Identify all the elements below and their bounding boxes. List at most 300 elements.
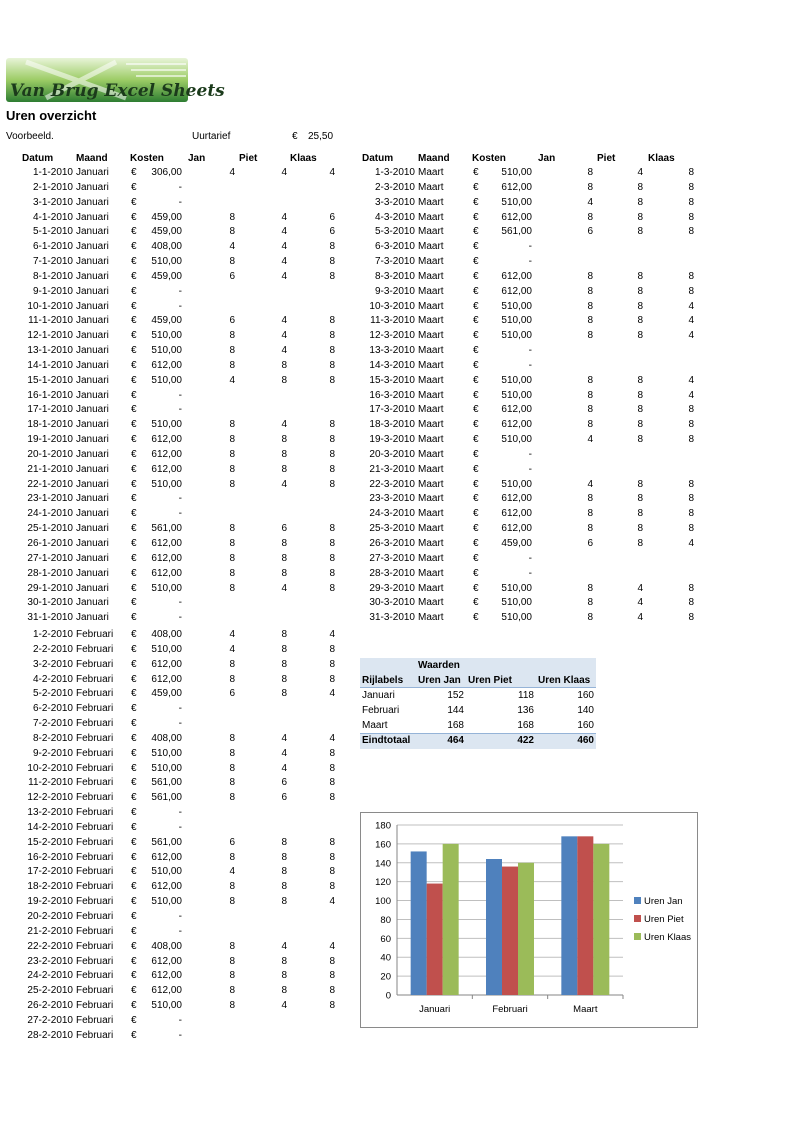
cell-currency: € (473, 256, 479, 268)
cell-cost: 510,00 (151, 374, 182, 386)
cell-klaas: 8 (329, 985, 335, 997)
cell-cost: - (178, 597, 182, 609)
cell-jan: 8 (229, 673, 235, 685)
cell-piet: 8 (281, 658, 287, 670)
cell-month: Februari (76, 911, 114, 922)
cell-jan: 8 (229, 747, 235, 759)
cell-cost: 612,00 (151, 552, 182, 564)
cell-jan: 6 (587, 538, 593, 549)
cell-date: 8-3-2010 (374, 270, 415, 282)
cell-piet: 8 (281, 896, 287, 908)
cell-currency: € (131, 1000, 137, 1012)
cell-cost: 510,00 (151, 643, 182, 655)
cell-cost: - (178, 612, 182, 624)
cell-piet: 8 (281, 374, 287, 386)
cell-currency: € (131, 821, 137, 833)
cell-month: Januari (76, 211, 109, 223)
cell-month: Januari (76, 256, 109, 268)
cell-cost: - (178, 925, 182, 937)
cell-klaas: 8 (329, 434, 335, 446)
cell-klaas: 8 (329, 538, 335, 549)
cell-klaas: 8 (329, 315, 335, 327)
cell-jan: 4 (587, 478, 593, 490)
cell-jan: 8 (229, 732, 235, 744)
cell-piet: 4 (281, 747, 287, 759)
cell-cost: 510,00 (151, 582, 182, 594)
cell-currency: € (131, 866, 137, 878)
cell-cost: 612,00 (151, 970, 182, 982)
cell-date: 1-3-2010 (374, 167, 415, 178)
cell-jan: 8 (587, 523, 593, 535)
cell-currency: € (131, 612, 137, 624)
cell-date: 14-3-2010 (369, 359, 415, 371)
cell-jan: 4 (229, 374, 235, 386)
pivot-row-label-jan: Januari (362, 690, 395, 701)
cell-piet: 8 (281, 881, 287, 893)
cell-jan: 8 (587, 582, 593, 594)
cell-cost: 510,00 (151, 330, 182, 342)
cell-jan: 8 (229, 256, 235, 268)
cell-month: Februari (76, 821, 114, 833)
cell-month: Februari (76, 688, 114, 700)
cell-date: 27-1-2010 (27, 552, 73, 564)
cell-klaas: 8 (329, 478, 335, 490)
cell-piet: 8 (281, 851, 287, 863)
cell-jan: 8 (587, 404, 593, 416)
x-tick-label: Januari (419, 1004, 451, 1015)
cell-klaas: 8 (688, 582, 694, 594)
cell-piet: 8 (281, 434, 287, 446)
cell-month: Maart (418, 419, 444, 431)
cell-month: Januari (76, 597, 109, 609)
bar (577, 836, 593, 995)
cell-currency: € (131, 940, 137, 952)
cell-piet: 8 (637, 523, 643, 535)
cell-klaas: 4 (688, 374, 694, 386)
cell-currency: € (473, 612, 479, 624)
cell-jan: 8 (587, 300, 593, 312)
cell-piet: 8 (637, 478, 643, 490)
cell-month: Maart (418, 434, 444, 446)
cell-cost: 510,00 (501, 597, 532, 609)
cell-currency: € (131, 881, 137, 893)
chart-svg (361, 813, 697, 1027)
cell-month: Maart (418, 374, 444, 386)
cell-currency: € (473, 523, 479, 535)
cell-date: 22-2-2010 (27, 940, 73, 952)
cell-date: 21-1-2010 (27, 463, 73, 475)
cell-currency: € (131, 270, 137, 282)
col-header-piet: Piet (239, 153, 258, 164)
cell-month: Februari (76, 703, 114, 715)
cell-month: Januari (76, 330, 109, 342)
cell-cost: 510,00 (151, 747, 182, 759)
cell-jan: 8 (587, 167, 593, 178)
cell-currency: € (131, 777, 137, 789)
cell-klaas: 8 (329, 330, 335, 342)
y-tick-label: 160 (375, 839, 391, 851)
cell-month: Januari (76, 315, 109, 327)
cell-cost: - (528, 359, 532, 371)
cell-cost: - (178, 703, 182, 715)
cell-piet: 8 (637, 404, 643, 416)
cell-piet: 4 (281, 582, 287, 594)
cell-cost: 510,00 (151, 866, 182, 878)
cell-piet: 4 (281, 256, 287, 268)
cell-klaas: 4 (688, 330, 694, 342)
cell-cost: - (178, 807, 182, 819)
cell-currency: € (131, 196, 137, 208)
cell-cost: 612,00 (151, 851, 182, 863)
cell-cost: - (528, 241, 532, 253)
cell-month: Januari (76, 582, 109, 594)
cell-piet: 8 (281, 552, 287, 564)
cell-klaas: 8 (688, 419, 694, 431)
cell-klaas: 8 (688, 167, 694, 178)
pivot-cell: 168 (447, 720, 464, 731)
cell-month: Februari (76, 940, 114, 952)
cell-jan: 8 (587, 285, 593, 297)
cell-date: 10-1-2010 (27, 300, 73, 312)
cell-piet: 8 (281, 643, 287, 655)
cell-date: 7-3-2010 (374, 256, 415, 268)
y-tick-label: 60 (380, 933, 391, 945)
cell-currency: € (473, 404, 479, 416)
col-header-datum: Datum (22, 153, 54, 164)
cell-date: 21-3-2010 (369, 463, 415, 475)
bar (502, 867, 518, 995)
cell-currency: € (131, 597, 137, 609)
cell-piet: 8 (637, 538, 643, 549)
cell-date: 23-1-2010 (27, 493, 73, 505)
cell-piet: 8 (281, 448, 287, 460)
cell-piet: 4 (637, 582, 643, 594)
cell-jan: 8 (587, 597, 593, 609)
cell-cost: 510,00 (501, 330, 532, 342)
cell-month: Maart (418, 552, 444, 564)
cell-currency: € (131, 493, 137, 505)
col-header-jan: Jan (188, 153, 206, 164)
cell-jan: 8 (229, 434, 235, 446)
cell-currency: € (131, 807, 137, 819)
cell-klaas: 8 (329, 762, 335, 774)
cell-month: Maart (418, 448, 444, 460)
cell-piet: 8 (281, 463, 287, 475)
cell-date: 7-2-2010 (32, 718, 73, 730)
cell-jan: 8 (229, 523, 235, 535)
legend-label: Uren Jan (644, 896, 683, 907)
cell-jan: 8 (587, 374, 593, 386)
cell-jan: 8 (229, 955, 235, 967)
cell-piet: 8 (637, 211, 643, 223)
cell-jan: 8 (229, 345, 235, 357)
cell-piet: 4 (281, 762, 287, 774)
cell-date: 16-3-2010 (369, 389, 415, 401)
cell-date: 31-1-2010 (27, 612, 73, 624)
pivot-table (360, 658, 596, 748)
cell-currency: € (473, 226, 479, 238)
cell-month: Februari (76, 1014, 114, 1026)
cell-currency: € (473, 419, 479, 431)
cell-cost: 612,00 (151, 658, 182, 670)
pivot-cell: 144 (447, 705, 464, 716)
cell-date: 15-2-2010 (27, 836, 73, 848)
cell-date: 3-2-2010 (32, 658, 73, 670)
bar (561, 836, 577, 995)
pivot-cell: 140 (577, 705, 594, 716)
cell-cost: 612,00 (501, 211, 532, 223)
cell-currency: € (473, 389, 479, 401)
cell-klaas: 8 (688, 612, 694, 624)
cell-currency: € (131, 226, 137, 238)
cell-piet: 8 (281, 866, 287, 878)
cell-currency: € (131, 688, 137, 700)
cell-date: 11-1-2010 (28, 315, 73, 327)
cell-klaas: 8 (688, 493, 694, 505)
cell-jan: 6 (587, 226, 593, 238)
cell-month: Maart (418, 389, 444, 401)
cell-month: Januari (76, 345, 109, 357)
cell-date: 27-3-2010 (369, 552, 415, 564)
cell-cost: 612,00 (151, 359, 182, 371)
cell-date: 17-2-2010 (27, 866, 73, 878)
cell-currency: € (131, 181, 137, 193)
cell-cost: 459,00 (151, 315, 182, 327)
cell-month: Maart (418, 582, 444, 594)
col-header-datum-right: Datum (362, 153, 394, 164)
cell-month: Maart (418, 270, 444, 282)
cell-jan: 8 (229, 792, 235, 804)
cell-date: 26-1-2010 (27, 538, 73, 549)
cell-month: Januari (76, 226, 109, 238)
cell-month: Maart (418, 597, 444, 609)
cell-date: 14-1-2010 (27, 359, 73, 371)
cell-month: Maart (418, 241, 444, 253)
cell-currency: € (473, 508, 479, 520)
cell-klaas: 8 (329, 970, 335, 982)
cell-date: 26-2-2010 (27, 1000, 73, 1012)
cell-jan: 8 (587, 181, 593, 193)
cell-date: 15-3-2010 (369, 374, 415, 386)
cell-piet: 4 (281, 241, 287, 253)
cell-month: Maart (418, 404, 444, 416)
cell-piet: 4 (281, 732, 287, 744)
cell-piet: 8 (637, 374, 643, 386)
cell-date: 10-2-2010 (27, 762, 73, 774)
cell-cost: 510,00 (501, 478, 532, 490)
cell-klaas: 8 (329, 374, 335, 386)
cell-jan: 8 (229, 448, 235, 460)
cell-month: Januari (76, 552, 109, 564)
cell-date: 24-3-2010 (369, 508, 415, 520)
cell-date: 16-2-2010 (27, 851, 73, 863)
cell-jan: 8 (229, 881, 235, 893)
cell-klaas: 8 (688, 404, 694, 416)
cell-cost: 612,00 (501, 493, 532, 505)
cell-cost: 612,00 (501, 285, 532, 297)
cell-klaas: 8 (688, 181, 694, 193)
cell-date: 12-1-2010 (27, 330, 73, 342)
cell-piet: 4 (637, 597, 643, 609)
cell-cost: 510,00 (151, 762, 182, 774)
cell-currency: € (131, 792, 137, 804)
cell-currency: € (131, 256, 137, 268)
rate-currency: € (292, 131, 298, 142)
cell-currency: € (473, 552, 479, 564)
col-header-klaas-right: Klaas (648, 153, 675, 164)
cell-cost: - (528, 552, 532, 564)
pivot-cell: 160 (577, 690, 594, 701)
x-tick-label: Februari (492, 1004, 528, 1015)
cell-cost: 561,00 (151, 777, 182, 789)
cell-jan: 8 (229, 226, 235, 238)
cell-month: Januari (76, 285, 109, 297)
cell-jan: 8 (587, 330, 593, 342)
cell-date: 28-2-2010 (27, 1029, 73, 1041)
cell-jan: 8 (229, 777, 235, 789)
cell-cost: - (528, 567, 532, 579)
cell-date: 20-1-2010 (27, 448, 73, 460)
y-tick-label: 40 (380, 952, 391, 964)
cell-month: Maart (418, 167, 444, 178)
cell-month: Februari (76, 777, 114, 789)
col-header-jan-right: Jan (538, 153, 556, 164)
cell-date: 13-3-2010 (369, 345, 415, 357)
bar (518, 863, 534, 995)
cell-date: 3-1-2010 (32, 196, 73, 208)
cell-month: Februari (76, 896, 114, 908)
cell-cost: 459,00 (151, 688, 182, 700)
y-tick-label: 20 (380, 971, 391, 983)
cell-piet: 4 (281, 167, 287, 178)
cell-month: Februari (76, 747, 114, 759)
cell-currency: € (131, 1014, 137, 1026)
cell-jan: 4 (229, 167, 235, 178)
cell-date: 11-3-2010 (370, 315, 415, 327)
logo-graphic (6, 58, 225, 102)
cell-month: Maart (418, 478, 444, 490)
cell-month: Maart (418, 463, 444, 475)
cell-date: 16-1-2010 (27, 389, 73, 401)
col-header-piet-right: Piet (597, 153, 616, 164)
cell-cost: 408,00 (151, 241, 182, 253)
cell-month: Februari (76, 836, 114, 848)
cell-date: 6-3-2010 (374, 241, 415, 253)
cell-date: 6-2-2010 (32, 703, 73, 715)
legend-label: Uren Klaas (644, 932, 691, 943)
col-header-kosten-right: Kosten (472, 153, 506, 164)
cell-month: Maart (418, 538, 444, 549)
cell-jan: 6 (229, 270, 235, 282)
cell-date: 9-2-2010 (32, 747, 73, 759)
cell-date: 2-2-2010 (32, 643, 73, 655)
cell-klaas: 8 (329, 747, 335, 759)
cell-currency: € (131, 404, 137, 416)
cell-piet: 4 (637, 167, 643, 178)
cell-date: 5-1-2010 (32, 226, 73, 238)
cell-cost: 306,00 (151, 167, 182, 178)
cell-month: Maart (418, 345, 444, 357)
pivot-cell: 168 (517, 720, 534, 731)
cell-cost: - (178, 1014, 182, 1026)
cell-cost: 612,00 (501, 404, 532, 416)
cell-currency: € (131, 389, 137, 401)
cell-klaas: 8 (329, 359, 335, 371)
bar (593, 844, 609, 995)
cell-cost: 510,00 (501, 315, 532, 327)
cell-month: Januari (76, 374, 109, 386)
cell-month: Januari (76, 181, 109, 193)
cell-cost: 408,00 (151, 940, 182, 952)
cell-currency: € (131, 374, 137, 386)
cell-date: 2-1-2010 (32, 181, 73, 193)
cell-jan: 8 (587, 389, 593, 401)
col-header-klaas: Klaas (290, 153, 317, 164)
cell-month: Januari (76, 508, 109, 520)
cell-klaas: 8 (329, 643, 335, 655)
col-header-kosten: Kosten (130, 153, 164, 164)
cell-month: Januari (76, 241, 109, 253)
cell-currency: € (473, 211, 479, 223)
cell-month: Maart (418, 285, 444, 297)
cell-klaas: 8 (329, 777, 335, 789)
cell-date: 19-2-2010 (27, 896, 73, 908)
cell-month: Februari (76, 866, 114, 878)
cell-currency: € (473, 270, 479, 282)
cell-month: Februari (76, 1029, 114, 1041)
cell-piet: 8 (281, 955, 287, 967)
cell-piet: 4 (637, 612, 643, 624)
cell-jan: 8 (587, 315, 593, 327)
cell-cost: 561,00 (151, 792, 182, 804)
y-tick-label: 100 (375, 896, 391, 908)
cell-currency: € (473, 285, 479, 297)
cell-cost: 612,00 (151, 673, 182, 685)
col-header-maand: Maand (76, 153, 108, 164)
cell-date: 27-2-2010 (27, 1014, 73, 1026)
cell-currency: € (473, 300, 479, 312)
cell-currency: € (131, 718, 137, 730)
cell-currency: € (473, 181, 479, 193)
cell-cost: 612,00 (501, 523, 532, 535)
cell-currency: € (131, 552, 137, 564)
cell-piet: 6 (281, 792, 287, 804)
cell-klaas: 8 (329, 345, 335, 357)
cell-piet: 8 (281, 970, 287, 982)
cell-currency: € (131, 330, 137, 342)
cell-date: 12-2-2010 (27, 792, 73, 804)
cell-piet: 8 (281, 836, 287, 848)
example-label: Voorbeeld. (6, 131, 54, 142)
cell-currency: € (473, 538, 479, 549)
cell-currency: € (131, 970, 137, 982)
cell-date: 1-2-2010 (32, 629, 73, 641)
cell-month: Februari (76, 792, 114, 804)
cell-currency: € (131, 1029, 137, 1041)
cell-piet: 8 (281, 567, 287, 579)
cell-klaas: 8 (329, 866, 335, 878)
cell-currency: € (131, 211, 137, 223)
cell-piet: 4 (281, 270, 287, 282)
bar (486, 859, 502, 995)
cell-date: 18-3-2010 (369, 419, 415, 431)
cell-cost: 561,00 (151, 523, 182, 535)
cell-piet: 8 (281, 359, 287, 371)
cell-month: Januari (76, 567, 109, 579)
legend-swatch (634, 915, 641, 922)
cell-klaas: 4 (329, 896, 335, 908)
cell-date: 14-2-2010 (27, 821, 73, 833)
